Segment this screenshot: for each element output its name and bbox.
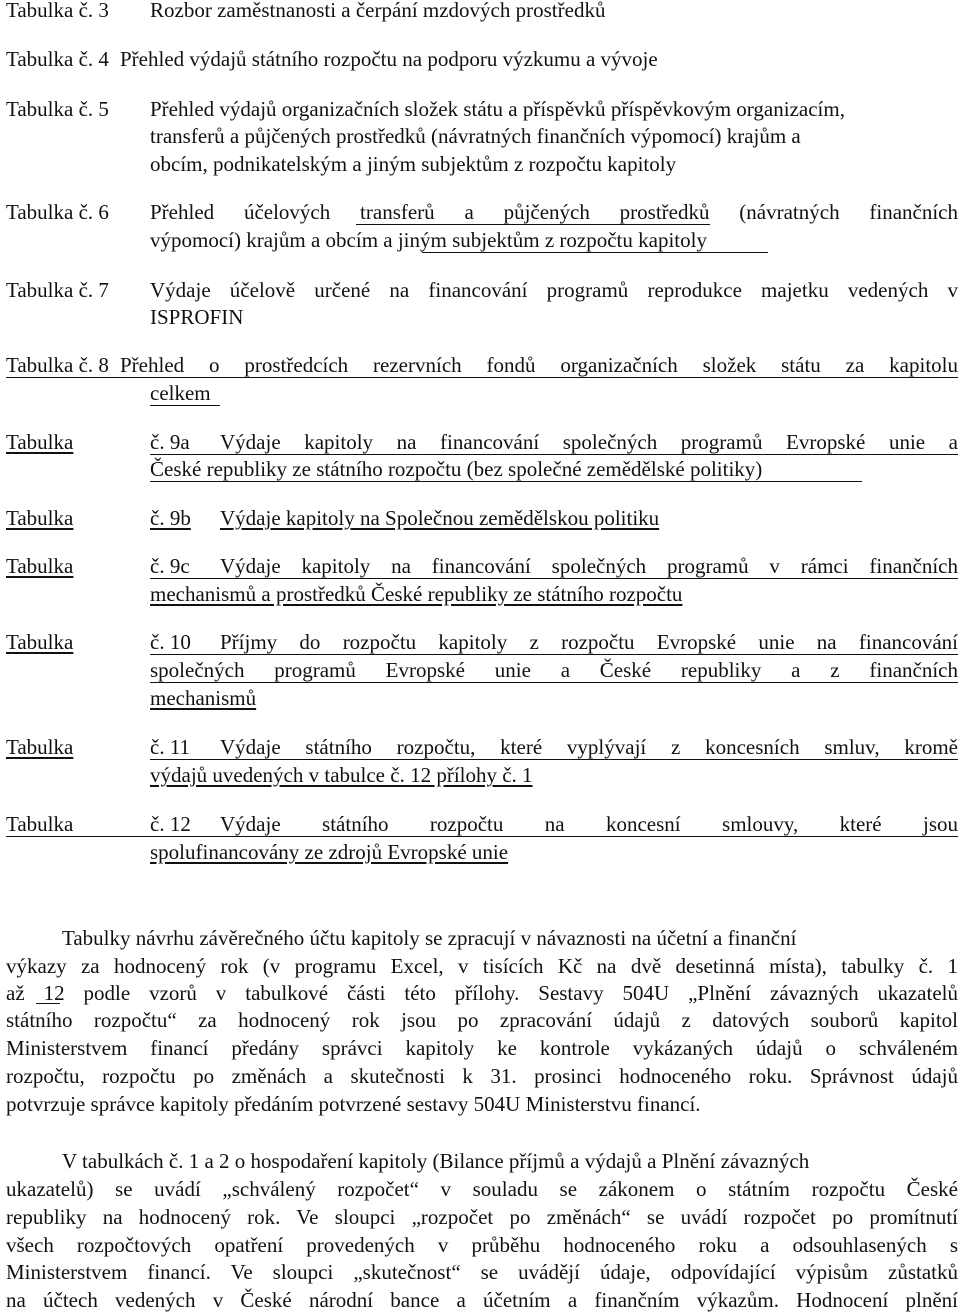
table-label: Tabulka č. 7	[6, 278, 109, 302]
underline	[356, 224, 710, 225]
table-title-line: celkem	[150, 381, 211, 405]
table-title-line: České republiky ze státního rozpočtu (bez společné zemědělské politiky)	[150, 457, 763, 481]
paragraph-line: V tabulkách č. 1 a 2 o hospodaření kapitoly (Bilance příjmů a výdajů a Plnění závazných	[62, 1149, 810, 1173]
table-title-line: Výdaje státního rozpočtu, které vyplývají z koncesních smluv, kromě	[220, 735, 958, 759]
table-title-line: výpomocí) krajům a obcím a jiným subjektům z rozpočtu kapitoly	[150, 228, 707, 252]
table-label: Tabulka	[6, 735, 74, 759]
paragraph-line: ukazatelů) se uvádí „schválený rozpočet“ v souladu se zákonem o státním rozpočtu České	[6, 1177, 958, 1201]
table-title-line: Výdaje kapitoly na financování společných programů Evropské unie a	[220, 430, 958, 454]
table-label: Tabulka č. 3	[6, 0, 109, 22]
table-label: Tabulka č. 8	[6, 353, 109, 377]
table-title-line: společných programů Evropské unie a České republiky a z finančních	[150, 658, 958, 682]
table-number: č. 9c	[150, 554, 190, 578]
paragraph-line: potvrzuje správce kapitoly předáním potvrzené sestavy 504U Ministerstvu financí.	[6, 1092, 701, 1116]
paragraph-line: až 12 podle vzorů v tabulkové části této přílohy. Sestavy 504U „Plnění závazných ukazatelů	[6, 981, 958, 1005]
underline	[36, 1003, 60, 1004]
table-title-line: Přehled výdajů organizačních složek státu a příspěvků příspěvkovým organizacím,	[150, 97, 845, 121]
table-label: Tabulka č. 4	[6, 47, 109, 71]
paragraph-line: na účtech vedených v České národní bance a účetním a finančním výkazům. Hodnocení plnění	[6, 1288, 958, 1312]
table-label: Tabulka č. 6	[6, 200, 109, 224]
table-title-line: transferů a půjčených prostředků (návratných finančních výpomocí) krajům a	[150, 124, 801, 148]
paragraph-line: Ministerstvem financí předány správci kapitoly ke kontrole vykázaných údajů o schváleném	[6, 1036, 958, 1060]
paragraph-line: Ministerstvem financí. Ve sloupci „skutečnost“ se uvádějí údaje, odpovídající výpisům zůstatků	[6, 1260, 958, 1284]
underline	[150, 682, 958, 683]
table-title: Přehled výdajů státního rozpočtu na podporu výzkumu a vývoje	[120, 47, 658, 71]
table-title-line: obcím, podnikatelským a jiným subjektům z rozpočtu kapitoly	[150, 152, 677, 176]
table-label: Tabulka	[6, 506, 74, 530]
paragraph-line: státního rozpočtu“ za hodnocený rok jsou po zpracování údajů z datových souborů kapitol	[6, 1008, 958, 1032]
underline	[6, 377, 958, 378]
table-label: Tabulka	[6, 630, 74, 654]
underline	[6, 836, 958, 837]
table-title-line: Přehled účelových transferů a půjčených prostředků (návratných finančních	[150, 200, 958, 224]
table-title-line: výdajů uvedených v tabulce č. 12 přílohy č. 1	[150, 763, 533, 787]
table-title-line: mechanismů a prostředků České republiky ze státního rozpočtu	[150, 582, 683, 606]
underline	[150, 405, 220, 406]
underline	[150, 759, 958, 760]
table-number: č. 10	[150, 630, 191, 654]
table-title-line: Výdaje státního rozpočtu na koncesní smlouvy, které jsou	[220, 812, 958, 836]
table-number: č. 9a	[150, 430, 190, 454]
table-number: č. 11	[150, 735, 191, 759]
table-title-line: Výdaje účelově určené na financování programů reprodukce majetku vedených v	[150, 278, 958, 302]
table-label: Tabulka č. 5	[6, 97, 109, 121]
underline	[422, 252, 768, 253]
table-number: č. 9b	[150, 506, 191, 530]
table-title-line: Příjmy do rozpočtu kapitoly z rozpočtu Evropské unie na financování	[220, 630, 958, 654]
table-label: Tabulka	[6, 554, 74, 578]
table-number: č. 12	[150, 812, 191, 836]
underline	[150, 654, 958, 655]
underline	[150, 578, 958, 579]
paragraph-line: republiky na hodnocený rok. Ve sloupci „rozpočet po změnách“ se uvádí rozpočet po promítnutí	[6, 1205, 958, 1229]
paragraph-line: všech rozpočtových opatření provedených v průběhu hodnoceného roku a odsouhlasených s	[6, 1233, 958, 1257]
table-title: Rozbor zaměstnanosti a čerpání mzdových prostředků	[150, 0, 606, 22]
underline	[150, 454, 958, 455]
paragraph-line: rozpočtu, rozpočtu po změnách a skutečnosti k 31. prosinci hodnoceného roku. Správnost údajů	[6, 1064, 958, 1088]
underline	[150, 481, 862, 482]
table-title-line: ISPROFIN	[150, 305, 244, 329]
table-title-line: Výdaje kapitoly na Společnou zemědělskou politiku	[220, 506, 660, 530]
paragraph-line: výkazy za hodnocený rok (v programu Excel, v tisících Kč na dvě desetinná místa), tabulky č. 1	[6, 954, 958, 978]
table-title-line: mechanismů	[150, 686, 257, 710]
table-title-line: Výdaje kapitoly na financování společných programů v rámci finančních	[220, 554, 958, 578]
table-title-line: spolufinancovány ze zdrojů Evropské unie	[150, 840, 509, 864]
table-title-line: Přehled o prostředcích rezervních fondů organizačních složek státu za kapitolu	[120, 353, 958, 377]
paragraph-line: Tabulky návrhu závěrečného účtu kapitoly se zpracují v návaznosti na účetní a finanční	[62, 926, 797, 950]
table-label: Tabulka	[6, 430, 74, 454]
table-label: Tabulka	[6, 812, 74, 836]
